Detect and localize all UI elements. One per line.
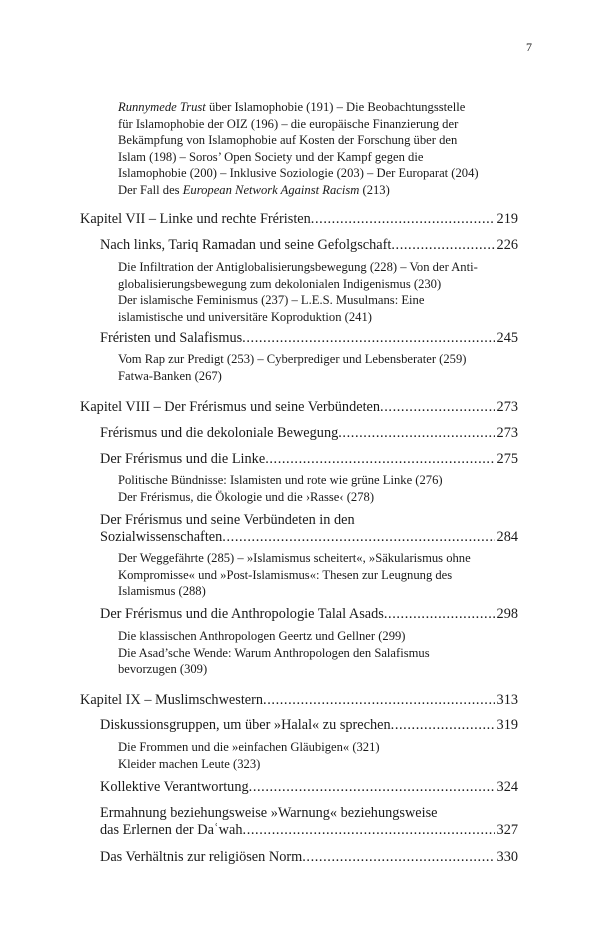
section-entry[interactable] xyxy=(100,606,518,623)
section-title: Das Verhältnis zur religiösen Norm xyxy=(100,849,303,865)
subentries xyxy=(118,351,513,384)
section-title: Der Frérismus und die Anthropologie Talal Asads xyxy=(100,606,384,622)
subentry-line xyxy=(118,99,513,116)
section-entry[interactable] xyxy=(100,237,518,254)
section-title: Kollektive Verantwortung xyxy=(100,779,249,795)
subentry-line: Kompromisse« und »Post-Islamismus«: Thesen zur Leugnung des xyxy=(118,567,453,582)
section-entry[interactable] xyxy=(100,822,518,839)
section-title-line[interactable]: Ermahnung beziehungsweise »Warnung« beziehungsweise xyxy=(100,805,438,821)
page-ref: 219 xyxy=(496,211,518,227)
subentry-line: islamistische und universitäre Koproduktion (241) xyxy=(118,309,372,324)
subentry-line: Kleider machen Leute (323) xyxy=(118,756,261,771)
chapter-title: Kapitel VIII – Der Frérismus und seine Verbündeten xyxy=(80,399,381,415)
subentry-line: Der islamische Feminismus (237) – L.E.S. Musulmans: Eine xyxy=(118,293,425,307)
subentries xyxy=(118,550,513,600)
subentry-line: Islamismus (288) xyxy=(118,584,206,598)
subentry-line: Die Frommen und die »einfachen Gläubigen« (321) xyxy=(118,740,380,754)
chapter-entry-9[interactable] xyxy=(80,692,518,709)
subentries xyxy=(118,259,513,325)
subentries xyxy=(118,739,513,772)
subentry-line: Der Weggefährte (285) – »Islamismus scheitert«, »Säkularismus ohne xyxy=(118,551,471,565)
page-ref: 313 xyxy=(496,692,518,708)
subentry-line: Bekämpfung von Islamophobie auf Kosten der Forschung über den xyxy=(118,133,458,147)
leader-dots xyxy=(380,399,495,416)
page-ref: 319 xyxy=(496,717,518,733)
subentry-text: Der Fall des xyxy=(118,182,183,197)
section-title-line[interactable]: Der Frérismus und seine Verbündeten in den xyxy=(100,512,355,528)
section-title: Frérismus und die dekoloniale Bewegung xyxy=(100,425,339,441)
subentry-text: über Islamophobie (191) – Die Beobachtungsstelle xyxy=(205,100,466,114)
subentry-text: (213) xyxy=(359,182,390,197)
page-number: 7 xyxy=(526,40,532,54)
subentry-line: globalisierungsbewegung zum dekolonialen Indigenismus (230) xyxy=(118,276,442,291)
leader-dots xyxy=(243,822,495,839)
subentry-line xyxy=(118,182,513,199)
leader-dots xyxy=(265,451,494,468)
section-entry[interactable] xyxy=(100,529,518,546)
section-entry[interactable] xyxy=(100,849,518,866)
chapter-title: Kapitel IX – Muslimschwestern xyxy=(80,692,264,708)
subentry-line: Islam (198) – Soros’ Open Society und der Kampf gegen die xyxy=(118,149,424,164)
section-entry[interactable] xyxy=(100,451,518,468)
subentry-line: Vom Rap zur Predigt (253) – Cyberprediger und Lebensberater (259) xyxy=(118,352,467,366)
section-title: Fréristen und Salafismus xyxy=(100,330,243,346)
page-ref: 298 xyxy=(496,606,518,622)
leader-dots xyxy=(384,606,495,623)
section-entry[interactable] xyxy=(100,425,518,442)
page-ref: 226 xyxy=(496,237,518,253)
leader-dots xyxy=(222,529,494,546)
section-title: Der Frérismus und die Linke xyxy=(100,451,266,467)
section-entry[interactable] xyxy=(100,779,518,796)
page-ref: 273 xyxy=(496,425,518,441)
page-ref: 330 xyxy=(496,849,518,865)
section-title: Sozialwissenschaften xyxy=(100,529,223,545)
leader-dots xyxy=(338,425,494,442)
leader-dots xyxy=(311,211,495,228)
subentry-line: Die Asad’sche Wende: Warum Anthropologen den Salafismus xyxy=(118,645,430,660)
subentry-line: Der Frérismus, die Ökologie und die ›Rasse‹ (278) xyxy=(118,489,375,504)
subentry-line: für Islamophobie der OIZ (196) – die europäische Finanzierung der xyxy=(118,116,459,131)
page-ref: 327 xyxy=(496,822,518,838)
leader-dots xyxy=(249,779,495,796)
subentry-line: Fatwa-Banken (267) xyxy=(118,368,222,383)
page-ref: 245 xyxy=(496,330,518,346)
italic-title: European Network Against Racism xyxy=(182,182,360,197)
subentries xyxy=(118,628,513,678)
section-entry[interactable] xyxy=(100,717,518,734)
leader-dots xyxy=(263,692,495,709)
chapter-entry-8[interactable] xyxy=(80,399,518,416)
subentry-line: Politische Bündnisse: Islamisten und rote wie grüne Linke (276) xyxy=(118,473,443,487)
page-ref: 324 xyxy=(496,779,518,795)
leader-dots xyxy=(302,849,494,866)
section-title: das Erlernen der Daʿwah xyxy=(100,822,243,838)
page-ref: 273 xyxy=(496,399,518,415)
section-title: Nach links, Tariq Ramadan und seine Gefolgschaft xyxy=(100,237,392,253)
subentry-line: Die Infiltration der Antiglobalisierungsbewegung (228) – Von der Anti- xyxy=(118,260,478,274)
chapter-title: Kapitel VII – Linke und rechte Fréristen xyxy=(80,211,311,227)
leader-dots xyxy=(391,237,494,254)
continued-subentries xyxy=(118,99,513,198)
section-entry[interactable] xyxy=(100,330,518,347)
subentries xyxy=(118,472,513,505)
chapter-entry-7[interactable] xyxy=(80,211,518,228)
page-ref: 284 xyxy=(496,529,518,545)
leader-dots xyxy=(391,717,495,734)
italic-title: Runnymede Trust xyxy=(118,100,206,114)
section-title: Diskussionsgruppen, um über »Halal« zu sprechen xyxy=(100,717,391,733)
subentry-line: Die klassischen Anthropologen Geertz und Gellner (299) xyxy=(118,629,406,643)
leader-dots xyxy=(242,330,494,347)
page-ref: 275 xyxy=(496,451,518,467)
subentry-line: bevorzugen (309) xyxy=(118,662,208,676)
subentry-line: Islamophobie (200) – Inklusive Soziologie (203) – Der Europarat (204) xyxy=(118,166,479,180)
